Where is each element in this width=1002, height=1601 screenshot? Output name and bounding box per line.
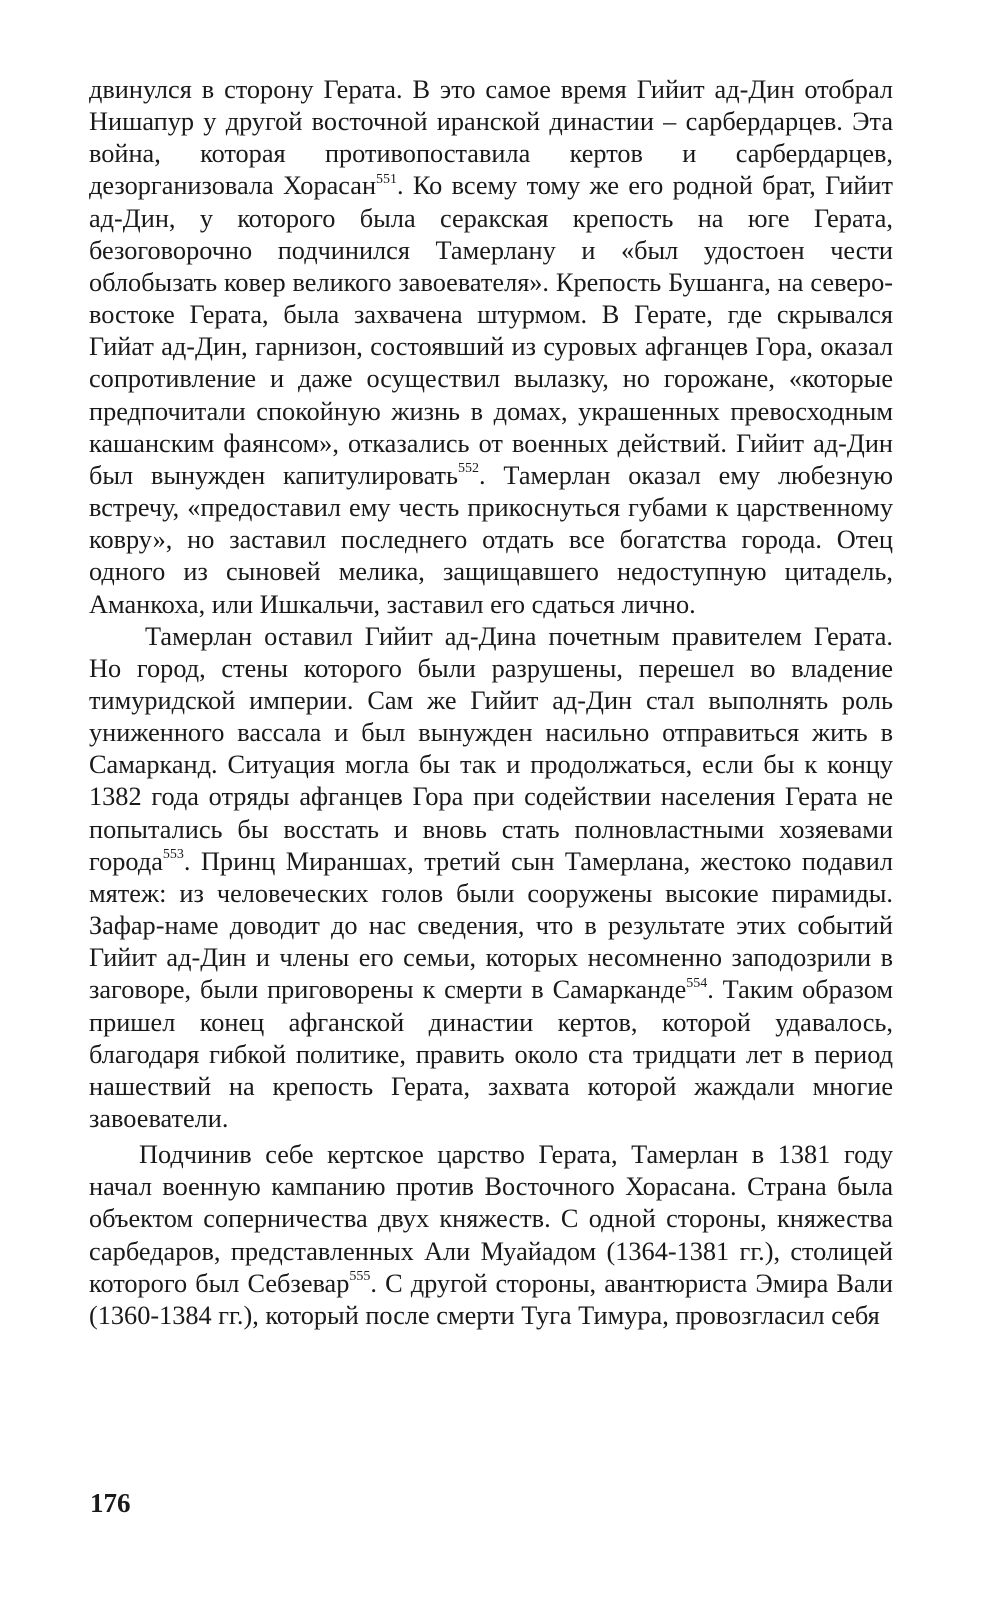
body-text (89, 74, 893, 1332)
footnote-ref: 553 (162, 846, 184, 862)
paragraph-3 (89, 1139, 893, 1332)
paragraph-1 (89, 74, 893, 621)
text-run: двинулся в сторону Герата. В это самое время Гийит ад-Дин отобрал Нишапур у другой восточной иранской династии – сарбердарцев. Эта война, которая противопоставила кертов и сарбердарцев, дезорганизовала Хорасан (89, 75, 893, 201)
text-run: . Таким образом пришел конец афганской династии кертов, которой удавалось, благодаря гибкой политике, править около ста тридцати лет в период нашествий на крепость Герата, захвата которой жаждали многие завоеватели. (89, 975, 893, 1133)
paragraph-2 (89, 621, 893, 1136)
text-run: . Тамерлан оказал ему любезную встречу, «предоставил ему честь прикоснуться губами к царственному ковру», но заставил последнего отдать все богатства города. Отец одного из сыновей мелика, защищавшего недоступную цитадель, Аманкоха, или Ишкальчи, заставил его сдаться лично. (89, 460, 893, 619)
footnote-ref: 555 (349, 1269, 371, 1285)
page-number: 176 (90, 1488, 131, 1518)
text-run: Подчинив себе кертское царство Герата, Тамерлан в 1381 году начал военную кампанию против Восточного Хорасана. Страна была объектом соперничества двух княжеств. С одной стороны, княжества сарбедаров, представленных Али Муайадом (1364-1381 гг.), столицей которого был Себзевар (89, 1140, 893, 1298)
footnote-ref: 554 (686, 975, 708, 991)
text-run: . С другой стороны, авантюриста Эмира Вали (1360-1384 гг.), который после смерти Туга Тимура, провозгласил себя (89, 1268, 894, 1330)
text-run: . Ко всему тому же его родной брат, Гийит ад-Дин, у которого была серакская крепость на юге Герата, безоговорочно подчинился Тамерлану и «был удостоен чести облобызать ковер великого завоевателя». Крепость Бушанга, на северо-востоке Герата, была захвачена штурмом. В Герате, где скрывался Гийат ад-Дин, гарнизон, состоявший из суровых афганцев Гора, оказал сопротивление и даже осуществил вылазку, но горожане, «которые предпочитали спокойную жизнь в домах, украшенных превосходным кашанским фаянсом», отказались от военных действий. Гийит ад-Дин был вынужден капитулировать (89, 171, 893, 490)
text-run: Тамерлан оставил Гийит ад-Дина почетным правителем Герата. Но город, стены которого были разрушены, перешел во владение тимуридской империи. Сам же Гийит ад-Дин стал выполнять роль униженного вассала и был вынужден насильно отправиться жить в Самарканд. Ситуация могла бы так и продолжаться, если бы к концу 1382 года отряды афганцев Гора при содействии населения Герата не попытались бы восстать и вновь стать полновластными хозяевами города (89, 621, 893, 876)
text-run: . Принц Мираншах, третий сын Тамерлана, жестоко подавил мятеж: из человеческих голов были сооружены высокие пирамиды. Зафар-наме доводит до нас сведения, что в результате этих событий Гийит ад-Дин и члены его семьи, которых несомненно заподозрили в заговоре, были приговорены к смерти в Самарканде (89, 846, 893, 1005)
footnote-ref: 552 (458, 461, 480, 477)
footnote-ref: 551 (376, 171, 398, 187)
